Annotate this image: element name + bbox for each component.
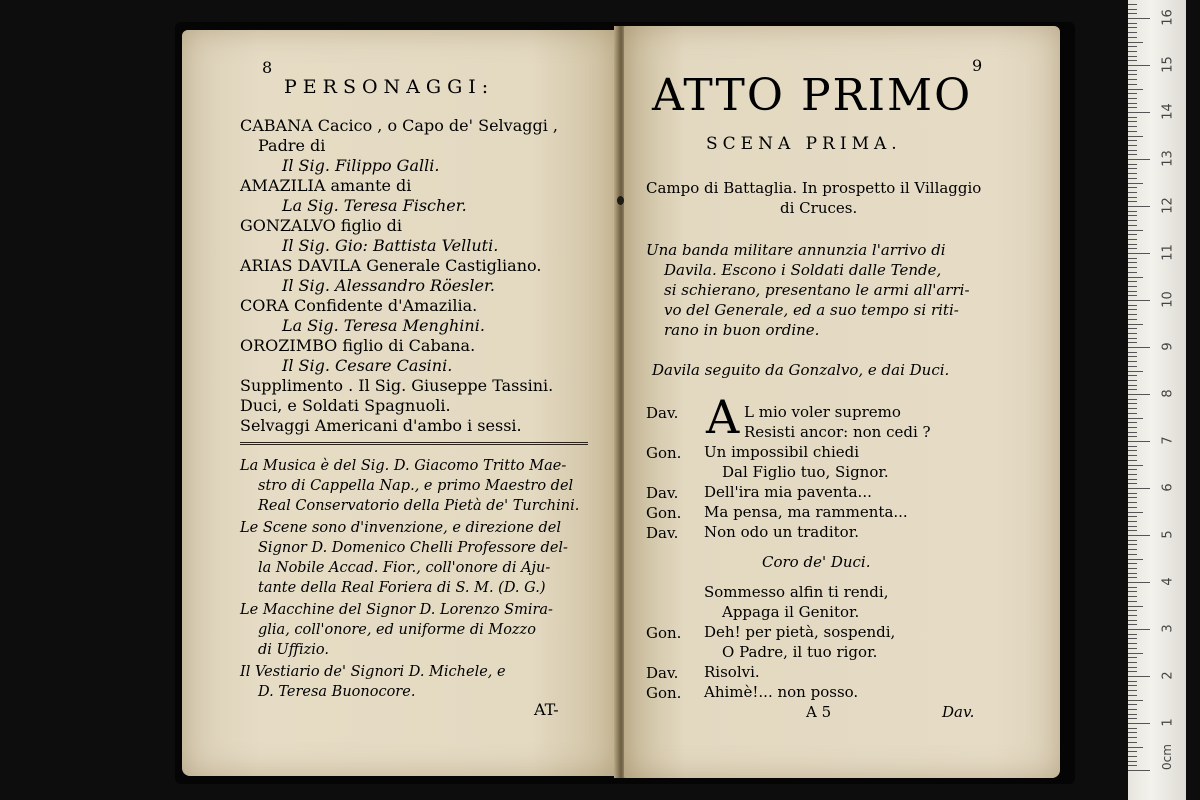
ruler-tick: [1128, 333, 1137, 334]
ruler-tick: [1128, 756, 1137, 757]
ruler-tick: [1128, 338, 1137, 339]
left-catchword: AT-: [534, 700, 559, 719]
ruler-tick: [1128, 582, 1150, 583]
ruler-tick: [1128, 356, 1137, 357]
ruler-tick: [1128, 732, 1137, 733]
ruler-tick: [1128, 497, 1137, 498]
credits-line: Il Vestiario de' Signori D. Michele, e: [240, 664, 506, 680]
ruler-tick: [1128, 671, 1137, 672]
ruler-tick: [1128, 728, 1137, 729]
ruler-tick: [1128, 168, 1137, 169]
stage-direction-line: Una banda militare annunzia l'arrivo di: [646, 241, 946, 259]
ruler-tick: [1128, 201, 1137, 202]
ruler-tick: [1128, 747, 1143, 748]
signature-mark: A 5: [806, 703, 832, 721]
ruler-tick: [1128, 192, 1137, 193]
left-page-number: 8: [262, 58, 273, 77]
ruler-tick: [1128, 714, 1137, 715]
ruler-tick: [1128, 23, 1137, 24]
ruler-tick: [1128, 74, 1137, 75]
cast-role: CABANA Cacico , o Capo de' Selvaggi ,: [240, 116, 559, 135]
ruler-tick: [1128, 596, 1137, 597]
dialogue-line: Non odo un traditor.: [704, 523, 859, 541]
ruler-tick: [1128, 653, 1143, 654]
speaker-label: Gon.: [646, 504, 682, 522]
ruler-tick: [1128, 450, 1137, 451]
ruler-tick: [1128, 56, 1137, 57]
ruler-tick: [1128, 286, 1137, 287]
dialogue-line: Un impossibil chiedi: [704, 443, 860, 461]
ruler-number: 13: [1160, 150, 1176, 167]
credits-line: tante della Real Foriera di S. M. (D. G.): [258, 580, 546, 596]
ruler-tick: [1128, 577, 1137, 578]
ruler-tick: [1128, 540, 1137, 541]
cast-heading: PERSONAGGI:: [284, 76, 495, 98]
ruler-tick: [1128, 51, 1137, 52]
ruler-tick: [1128, 709, 1137, 710]
ruler-tick: [1128, 295, 1137, 296]
ruler-tick: [1128, 46, 1137, 47]
ruler-tick: [1128, 638, 1137, 639]
ruler-tick: [1128, 530, 1137, 531]
cast-actor: La Sig. Teresa Menghini.: [282, 316, 485, 335]
ruler-tick: [1128, 291, 1137, 292]
speaker-label: Dav.: [646, 484, 679, 502]
ruler-tick: [1128, 446, 1137, 447]
chorus-heading: Coro de' Duci.: [762, 553, 871, 571]
ruler-tick: [1128, 324, 1143, 325]
ruler-tick: [1128, 300, 1150, 301]
credits-line: stro di Cappella Nap., e primo Maestro del: [258, 478, 574, 494]
ruler-tick: [1128, 648, 1137, 649]
ruler-tick: [1128, 60, 1137, 61]
dialogue-line: Sommesso alfin ti rendi,: [704, 583, 889, 601]
credits-line: glia, coll'onore, ed uniforme di Mozzo: [258, 622, 536, 638]
ruler-tick: [1128, 704, 1137, 705]
ruler-tick: [1128, 253, 1150, 254]
dialogue-line: Risolvi.: [704, 663, 760, 681]
stage-direction-line: rano in buon ordine.: [664, 321, 820, 339]
ruler-tick: [1128, 761, 1137, 762]
right-page-number: 9: [972, 56, 983, 75]
cast-actor: Il Sig. Cesare Casini.: [282, 356, 453, 375]
ruler-tick: [1128, 93, 1137, 94]
ruler-tick: [1128, 37, 1137, 38]
ruler-tick: [1128, 230, 1143, 231]
ruler-tick: [1128, 483, 1137, 484]
ruler-tick: [1128, 314, 1137, 315]
ruler-tick: [1128, 112, 1150, 113]
ruler-tick: [1128, 606, 1143, 607]
ruler-tick: [1128, 615, 1137, 616]
ruler-number: 6: [1160, 483, 1176, 492]
ruler-tick: [1128, 225, 1137, 226]
ruler-tick: [1128, 601, 1137, 602]
ruler-tick: [1128, 436, 1137, 437]
ruler-tick: [1128, 587, 1137, 588]
cast-actor: Il Sig. Alessandro Röesler.: [282, 276, 495, 295]
ruler-tick: [1128, 84, 1137, 85]
ruler-tick: [1128, 352, 1137, 353]
ruler-tick: [1128, 399, 1137, 400]
ruler-number: 11: [1160, 244, 1176, 261]
dialogue-line: Ma pensa, ma rammenta...: [704, 503, 908, 521]
ruler-tick: [1128, 136, 1143, 137]
ruler-number: 15: [1160, 56, 1176, 73]
ruler-number: 4: [1160, 577, 1176, 586]
cast-role: CORA Confidente d'Amazilia.: [240, 296, 478, 315]
speaker-label: Gon.: [646, 444, 682, 462]
ruler-tick: [1128, 107, 1137, 108]
ruler-tick: [1128, 474, 1137, 475]
ruler-tick: [1128, 695, 1137, 696]
ruler-tick: [1128, 535, 1150, 536]
credits-line: Le Scene sono d'invenzione, e direzione del: [240, 520, 561, 536]
ruler-tick: [1128, 389, 1137, 390]
ruler-tick: [1128, 89, 1143, 90]
ruler-tick: [1128, 121, 1137, 122]
ruler-tick: [1128, 79, 1137, 80]
ruler-tick: [1128, 413, 1137, 414]
speaker-label: Gon.: [646, 684, 682, 702]
ruler-tick: [1128, 667, 1137, 668]
scene-title: SCENA PRIMA.: [706, 134, 902, 154]
speaker-label: Dav.: [646, 404, 679, 422]
ruler-tick: [1128, 159, 1150, 160]
ruler-tick: [1128, 512, 1143, 513]
ruler-tick: [1128, 573, 1137, 574]
ruler-tick: [1128, 422, 1137, 423]
ruler-tick: [1128, 723, 1150, 724]
ruler-tick: [1128, 657, 1137, 658]
stage-direction-line: si schierano, presentano le armi all'arri-: [664, 281, 970, 299]
cast-role-sub: Padre di: [258, 136, 326, 155]
right-catchword: Dav.: [942, 703, 975, 721]
ruler-tick: [1128, 309, 1137, 310]
cast-role: GONZALVO figlio di: [240, 216, 402, 235]
ruler-tick: [1128, 131, 1137, 132]
extras-line: Selvaggi Americani d'ambo i sessi.: [240, 416, 522, 435]
credits-line: la Nobile Accad. Fior., coll'onore di Aju-: [258, 560, 551, 576]
ruler-tick: [1128, 385, 1137, 386]
ruler-tick: [1128, 700, 1143, 701]
cast-role: ARIAS DAVILA Generale Castigliano.: [240, 256, 542, 275]
ruler-tick: [1128, 140, 1137, 141]
speaker-label: Gon.: [646, 624, 682, 642]
ruler-tick: [1128, 42, 1143, 43]
ruler-tick: [1128, 126, 1137, 127]
ruler-tick: [1128, 347, 1150, 348]
ruler-tick: [1128, 70, 1137, 71]
ruler-tick: [1128, 469, 1137, 470]
ruler-tick: [1128, 234, 1137, 235]
dialogue-line: Ahimè!... non posso.: [704, 683, 859, 701]
ruler-tick: [1128, 371, 1143, 372]
act-title: ATTO PRIMO: [652, 70, 973, 121]
ruler-tick: [1128, 493, 1137, 494]
ruler-tick: [1128, 718, 1137, 719]
ruler-tick: [1128, 361, 1137, 362]
ruler-tick: [1128, 18, 1150, 19]
ruler-tick: [1128, 620, 1137, 621]
ruler-tick: [1128, 328, 1137, 329]
ruler-tick: [1128, 206, 1150, 207]
ruler-tick: [1128, 685, 1137, 686]
credits-line: Le Macchine del Signor D. Lorenzo Smira-: [240, 602, 553, 618]
stage-direction-line: vo del Generale, ed a suo tempo si riti-: [664, 301, 959, 319]
ruler-tick: [1128, 150, 1137, 151]
stage-direction-line: Davila. Escono i Soldati dalle Tende,: [664, 261, 942, 279]
ruler-tick: [1128, 465, 1143, 466]
ruler-tick: [1128, 272, 1137, 273]
ruler-number: 1: [1160, 718, 1176, 727]
ruler-number: 12: [1160, 197, 1176, 214]
ruler-tick: [1128, 173, 1137, 174]
ruler-tick: [1128, 418, 1143, 419]
ruler-tick: [1128, 544, 1137, 545]
ruler-tick: [1128, 427, 1137, 428]
binding-thread: [617, 196, 624, 205]
ruler-tick: [1128, 568, 1137, 569]
dialogue-line: Dal Figlio tuo, Signor.: [722, 463, 889, 481]
measurement-ruler: [1128, 0, 1186, 800]
ruler-tick: [1128, 187, 1137, 188]
ruler-tick: [1128, 375, 1137, 376]
ruler-number: 5: [1160, 530, 1176, 539]
ruler-tick: [1128, 690, 1137, 691]
dialogue-line: Dell'ira mia paventa...: [704, 483, 872, 501]
ruler-tick: [1128, 145, 1137, 146]
drop-cap: A: [706, 390, 740, 444]
ruler-tick: [1128, 9, 1137, 10]
ruler-tick: [1128, 366, 1137, 367]
setting-line: Campo di Battaglia. In prospetto il Villaggio: [646, 179, 982, 197]
ruler-tick: [1128, 211, 1137, 212]
ruler-number: 8: [1160, 389, 1176, 398]
ruler-tick: [1128, 277, 1143, 278]
speaker-label: Dav.: [646, 524, 679, 542]
dialogue-line: Appaga il Genitor.: [722, 603, 860, 621]
ruler-tick: [1128, 258, 1137, 259]
extras-line: Supplimento . Il Sig. Giuseppe Tassini.: [240, 376, 554, 395]
credits-line: di Uffizio.: [258, 642, 330, 658]
ruler-tick: [1128, 460, 1137, 461]
ruler-tick: [1128, 629, 1150, 630]
ruler-tick: [1128, 183, 1143, 184]
credits-line: Signor D. Domenico Chelli Professore del-: [258, 540, 568, 556]
dialogue-line: O Padre, il tuo rigor.: [722, 643, 878, 661]
entrance-direction: Davila seguito da Gonzalvo, e dai Duci.: [652, 361, 950, 379]
ruler-tick: [1128, 408, 1137, 409]
ruler-tick: [1128, 281, 1137, 282]
ruler-tick: [1128, 342, 1137, 343]
ruler-tick: [1128, 262, 1137, 263]
credits-line: La Musica è del Sig. D. Giacomo Tritto Mae-: [240, 458, 567, 474]
ruler-tick: [1128, 624, 1137, 625]
extras-line: Duci, e Soldati Spagnuoli.: [240, 396, 451, 415]
cast-actor: Il Sig. Gio: Battista Velluti.: [282, 236, 499, 255]
ruler-tick: [1128, 27, 1137, 28]
ruler-tick: [1128, 319, 1137, 320]
dialogue-line: Deh! per pietà, sospendi,: [704, 623, 896, 641]
ruler-tick: [1128, 610, 1137, 611]
ruler-tick: [1128, 98, 1137, 99]
cast-actor: La Sig. Teresa Fischer.: [282, 196, 467, 215]
ruler-number: 2: [1160, 671, 1176, 680]
ruler-tick: [1128, 178, 1137, 179]
credits-line: Real Conservatorio della Pietà de' Turchini.: [258, 498, 580, 514]
ruler-tick: [1128, 197, 1137, 198]
ruler-tick: [1128, 737, 1137, 738]
speaker-label: Dav.: [646, 664, 679, 682]
ruler-tick: [1128, 676, 1150, 677]
ruler-number: 16: [1160, 9, 1176, 26]
ruler-tick: [1128, 4, 1137, 5]
credits-line: D. Teresa Buonocore.: [258, 684, 416, 700]
ruler-tick: [1128, 521, 1137, 522]
ruler-tick: [1128, 516, 1137, 517]
ruler-tick: [1128, 681, 1137, 682]
ruler-unit-label: 0cm: [1159, 744, 1174, 770]
ruler-tick: [1128, 765, 1137, 766]
ruler-tick: [1128, 239, 1137, 240]
ruler-number: 3: [1160, 624, 1176, 633]
ruler-tick: [1128, 488, 1150, 489]
ruler-tick: [1128, 591, 1137, 592]
ruler-tick: [1128, 403, 1137, 404]
ruler-tick: [1128, 432, 1137, 433]
ruler-tick: [1128, 770, 1150, 771]
ruler-tick: [1128, 662, 1137, 663]
ruler-number: 9: [1160, 342, 1176, 351]
ruler-tick: [1128, 248, 1137, 249]
cast-actor: Il Sig. Filippo Galli.: [282, 156, 440, 175]
ruler-tick: [1128, 244, 1137, 245]
ruler-tick: [1128, 507, 1137, 508]
ruler-tick: [1128, 305, 1137, 306]
ruler-tick: [1128, 634, 1137, 635]
ruler-tick: [1128, 32, 1137, 33]
ruler-tick: [1128, 154, 1137, 155]
cast-role: OROZIMBO figlio di Cabana.: [240, 336, 476, 355]
cast-role: AMAZILIA amante di: [240, 176, 412, 195]
ruler-tick: [1128, 117, 1137, 118]
ruler-tick: [1128, 65, 1150, 66]
ruler-tick: [1128, 103, 1137, 104]
ruler-tick: [1128, 394, 1150, 395]
ruler-tick: [1128, 220, 1137, 221]
ruler-tick: [1128, 455, 1137, 456]
setting-line: di Cruces.: [780, 199, 858, 217]
ruler-number: 7: [1160, 436, 1176, 445]
ruler-tick: [1128, 267, 1137, 268]
ruler-number: 10: [1160, 291, 1176, 308]
ruler-tick: [1128, 164, 1137, 165]
ruler-tick: [1128, 554, 1137, 555]
ruler-tick: [1128, 215, 1137, 216]
ruler-tick: [1128, 502, 1137, 503]
ruler-tick: [1128, 380, 1137, 381]
ruler-tick: [1128, 751, 1137, 752]
dialogue-line: L mio voler supremo: [744, 403, 901, 421]
dialogue-line: Resisti ancor: non cedi ?: [744, 423, 931, 441]
ruler-tick: [1128, 742, 1137, 743]
ruler-tick: [1128, 559, 1143, 560]
ruler-tick: [1128, 13, 1137, 14]
ruler-tick: [1128, 549, 1137, 550]
ruler-tick: [1128, 479, 1137, 480]
ruler-tick: [1128, 643, 1137, 644]
divider-rule: [240, 442, 588, 445]
ruler-tick: [1128, 526, 1137, 527]
ruler-tick: [1128, 441, 1150, 442]
ruler-tick: [1128, 563, 1137, 564]
ruler-number: 14: [1160, 103, 1176, 120]
